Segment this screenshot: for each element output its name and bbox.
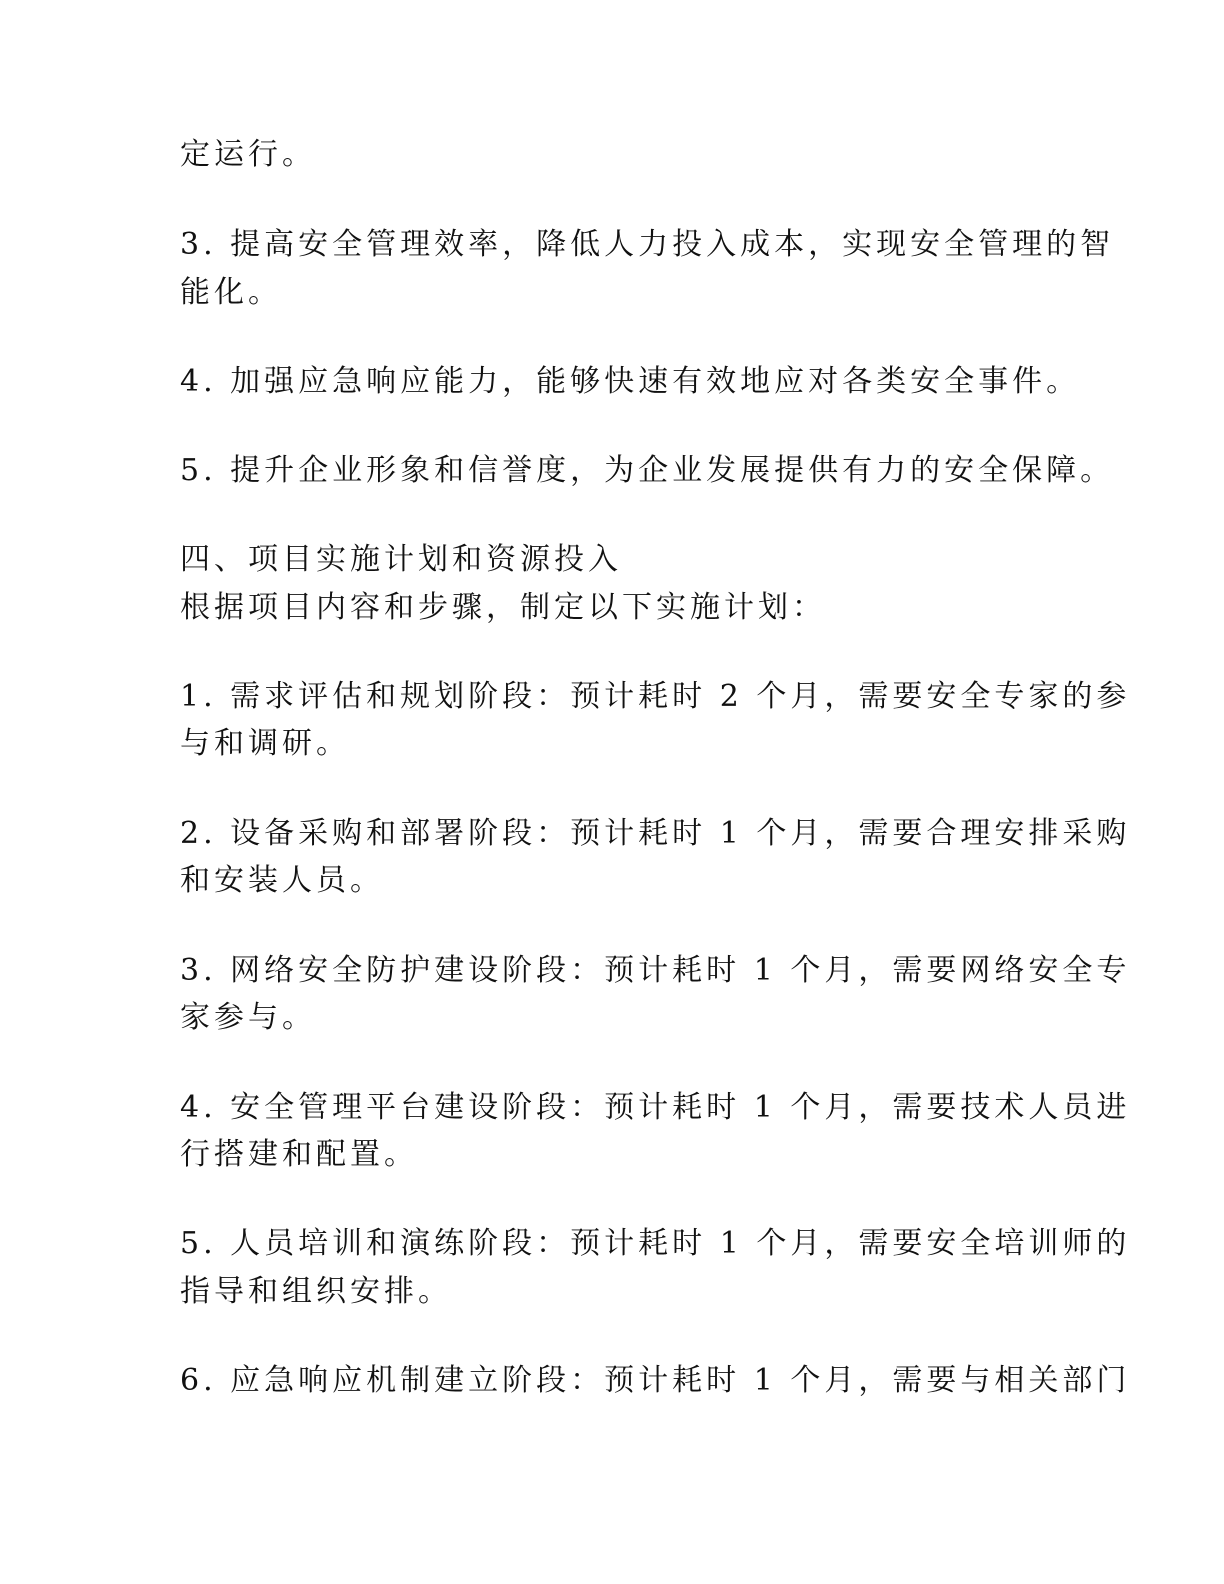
text-line: 4. 安全管理平台建设阶段：预计耗时 1 个月，需要技术人员进 bbox=[180, 1090, 1131, 1125]
text-line: 定运行。 bbox=[180, 137, 316, 172]
text-line: 2. 设备采购和部署阶段：预计耗时 1 个月，需要合理安排采购 bbox=[180, 816, 1131, 851]
text-line: 3. 网络安全防护建设阶段：预计耗时 1 个月，需要网络安全专 bbox=[180, 953, 1131, 988]
text-line: 5. 提升企业形象和信誉度，为企业发展提供有力的安全保障。 bbox=[180, 453, 1115, 488]
text-line: 1. 需求评估和规划阶段：预计耗时 2 个月，需要安全专家的参 bbox=[180, 679, 1131, 714]
text-line: 4. 加强应急响应能力，能够快速有效地应对各类安全事件。 bbox=[180, 364, 1081, 399]
text-line: 行搭建和配置。 bbox=[180, 1137, 418, 1172]
text-line: 家参与。 bbox=[180, 1000, 316, 1035]
text-line: 和安装人员。 bbox=[180, 863, 384, 898]
text-line: 6. 应急响应机制建立阶段：预计耗时 1 个月，需要与相关部门 bbox=[180, 1363, 1131, 1398]
text-line: 与和调研。 bbox=[180, 726, 350, 761]
text-line: 根据项目内容和步骤，制定以下实施计划： bbox=[180, 590, 826, 625]
text-line: 指导和组织安排。 bbox=[180, 1274, 452, 1309]
text-line: 3. 提高安全管理效率，降低人力投入成本，实现安全管理的智 bbox=[180, 227, 1115, 262]
text-line: 能化。 bbox=[180, 275, 282, 310]
text-line: 5. 人员培训和演练阶段：预计耗时 1 个月，需要安全培训师的 bbox=[180, 1226, 1131, 1261]
section-heading: 四、项目实施计划和资源投入 bbox=[180, 542, 622, 577]
